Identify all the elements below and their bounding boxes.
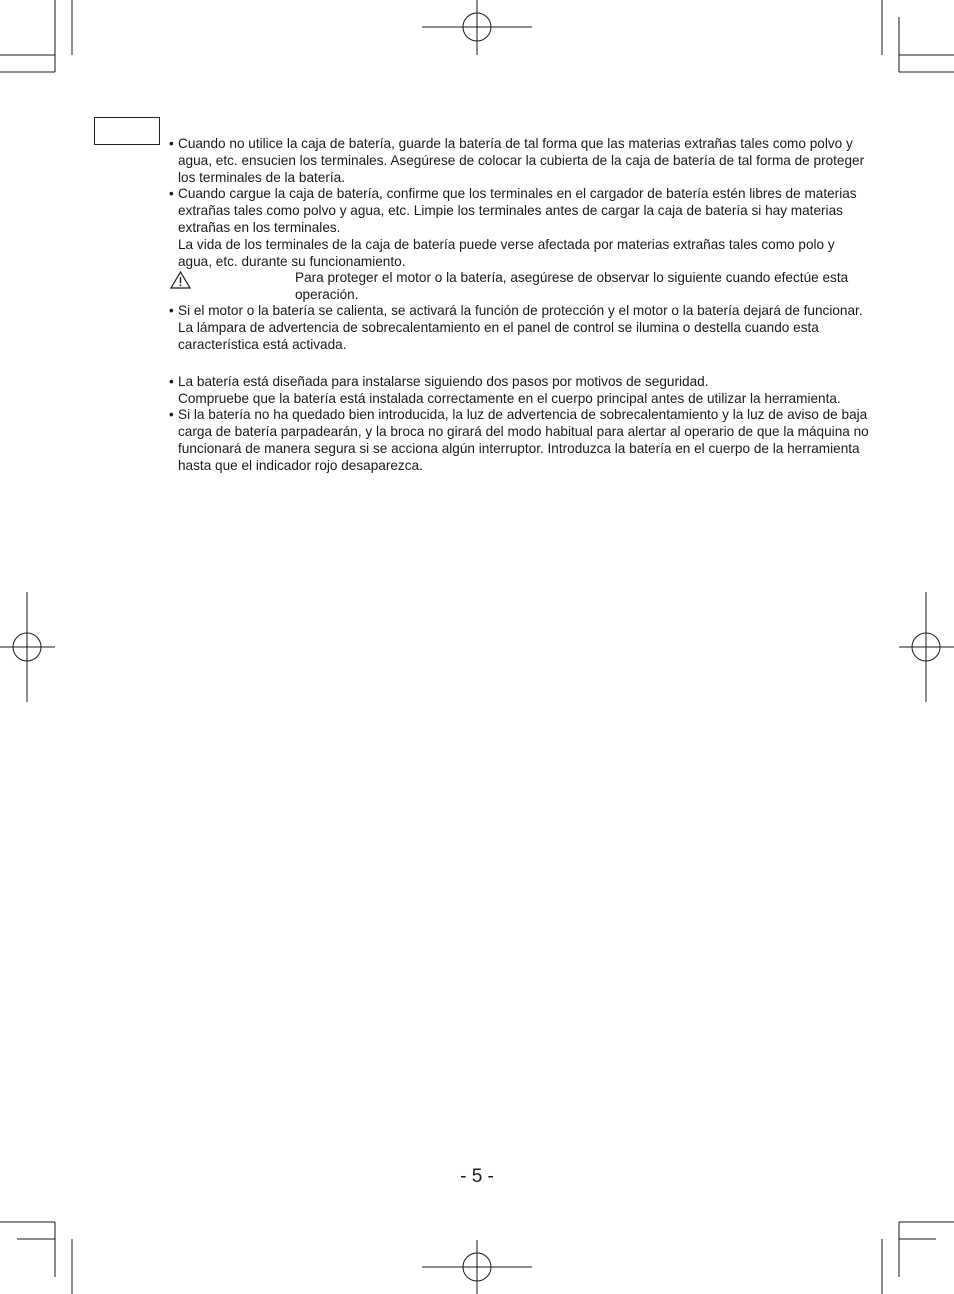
paragraph: La batería está diseñada para instalarse siguiendo dos pasos por motivos de seguridad. xyxy=(178,373,709,389)
registration-mark-top xyxy=(422,0,532,55)
list-item xyxy=(169,303,869,353)
document-body xyxy=(169,136,869,475)
registration-mark-right xyxy=(899,592,954,702)
paragraph: Compruebe que la batería está instalada correctamente en el cuerpo principal antes de utilizar la herramienta. xyxy=(178,390,841,406)
bullet: • xyxy=(169,303,174,319)
bullet: • xyxy=(169,407,174,423)
bullet: • xyxy=(169,136,174,151)
language-tab-box xyxy=(94,117,160,145)
paragraph: Si el motor o la batería se calienta, se activará la función de protección y el motor o la batería dejará de funcionar. La lámpara de advertencia de sobrecalentamiento en el panel de control se ilumina o destella cuando esta característica está activada. xyxy=(178,303,863,352)
paragraph: Cuando cargue la caja de batería, confirme que los terminales en el cargador de batería estén libres de materias extrañas tales como polvo y agua, etc. Limpie los terminales antes de cargar la caja de batería si hay materias extrañas en los terminales. xyxy=(178,186,857,235)
list-item xyxy=(169,186,869,270)
caution-text: Para proteger el motor o la batería, asegúrese de observar lo siguiente cuando efectúe esta operación. xyxy=(295,270,849,303)
list-item xyxy=(169,374,869,391)
bullet: • xyxy=(169,373,174,389)
paragraph: Cuando no utilice la caja de batería, guarde la batería de tal forma que las materias extrañas tales como polvo y agua, etc. ensucien los terminales. Asegúrese de colocar la cubierta de la caja de batería de tal forma de proteger los terminales de la batería. xyxy=(178,136,865,185)
caution-note xyxy=(169,270,869,303)
page-number: - 5 - xyxy=(460,1166,494,1187)
paragraph: Si la batería no ha quedado bien introducida, la luz de advertencia de sobrecalentamiento y la luz de aviso de baja carga de batería parpadearán, y la broca no girará del modo habitual para alertar al operario de que la máquina no funcionará de manera segura si se acciona algún interruptor. Introduzca la batería en el cuerpo de la herramienta hasta que el indicador rojo desaparezca. xyxy=(178,407,869,473)
warning-triangle-icon xyxy=(170,271,191,289)
registration-mark-bottom xyxy=(422,1240,532,1294)
section-spacer xyxy=(169,354,869,374)
bullet: • xyxy=(169,186,174,202)
list-item xyxy=(169,407,869,474)
paragraph-continuation: La vida de los terminales de la caja de batería puede verse afectada por materias extrañas tales como polo y agua, etc. durante su funcionamiento. xyxy=(178,236,835,269)
list-item xyxy=(169,136,869,186)
registration-mark-left xyxy=(0,592,55,702)
